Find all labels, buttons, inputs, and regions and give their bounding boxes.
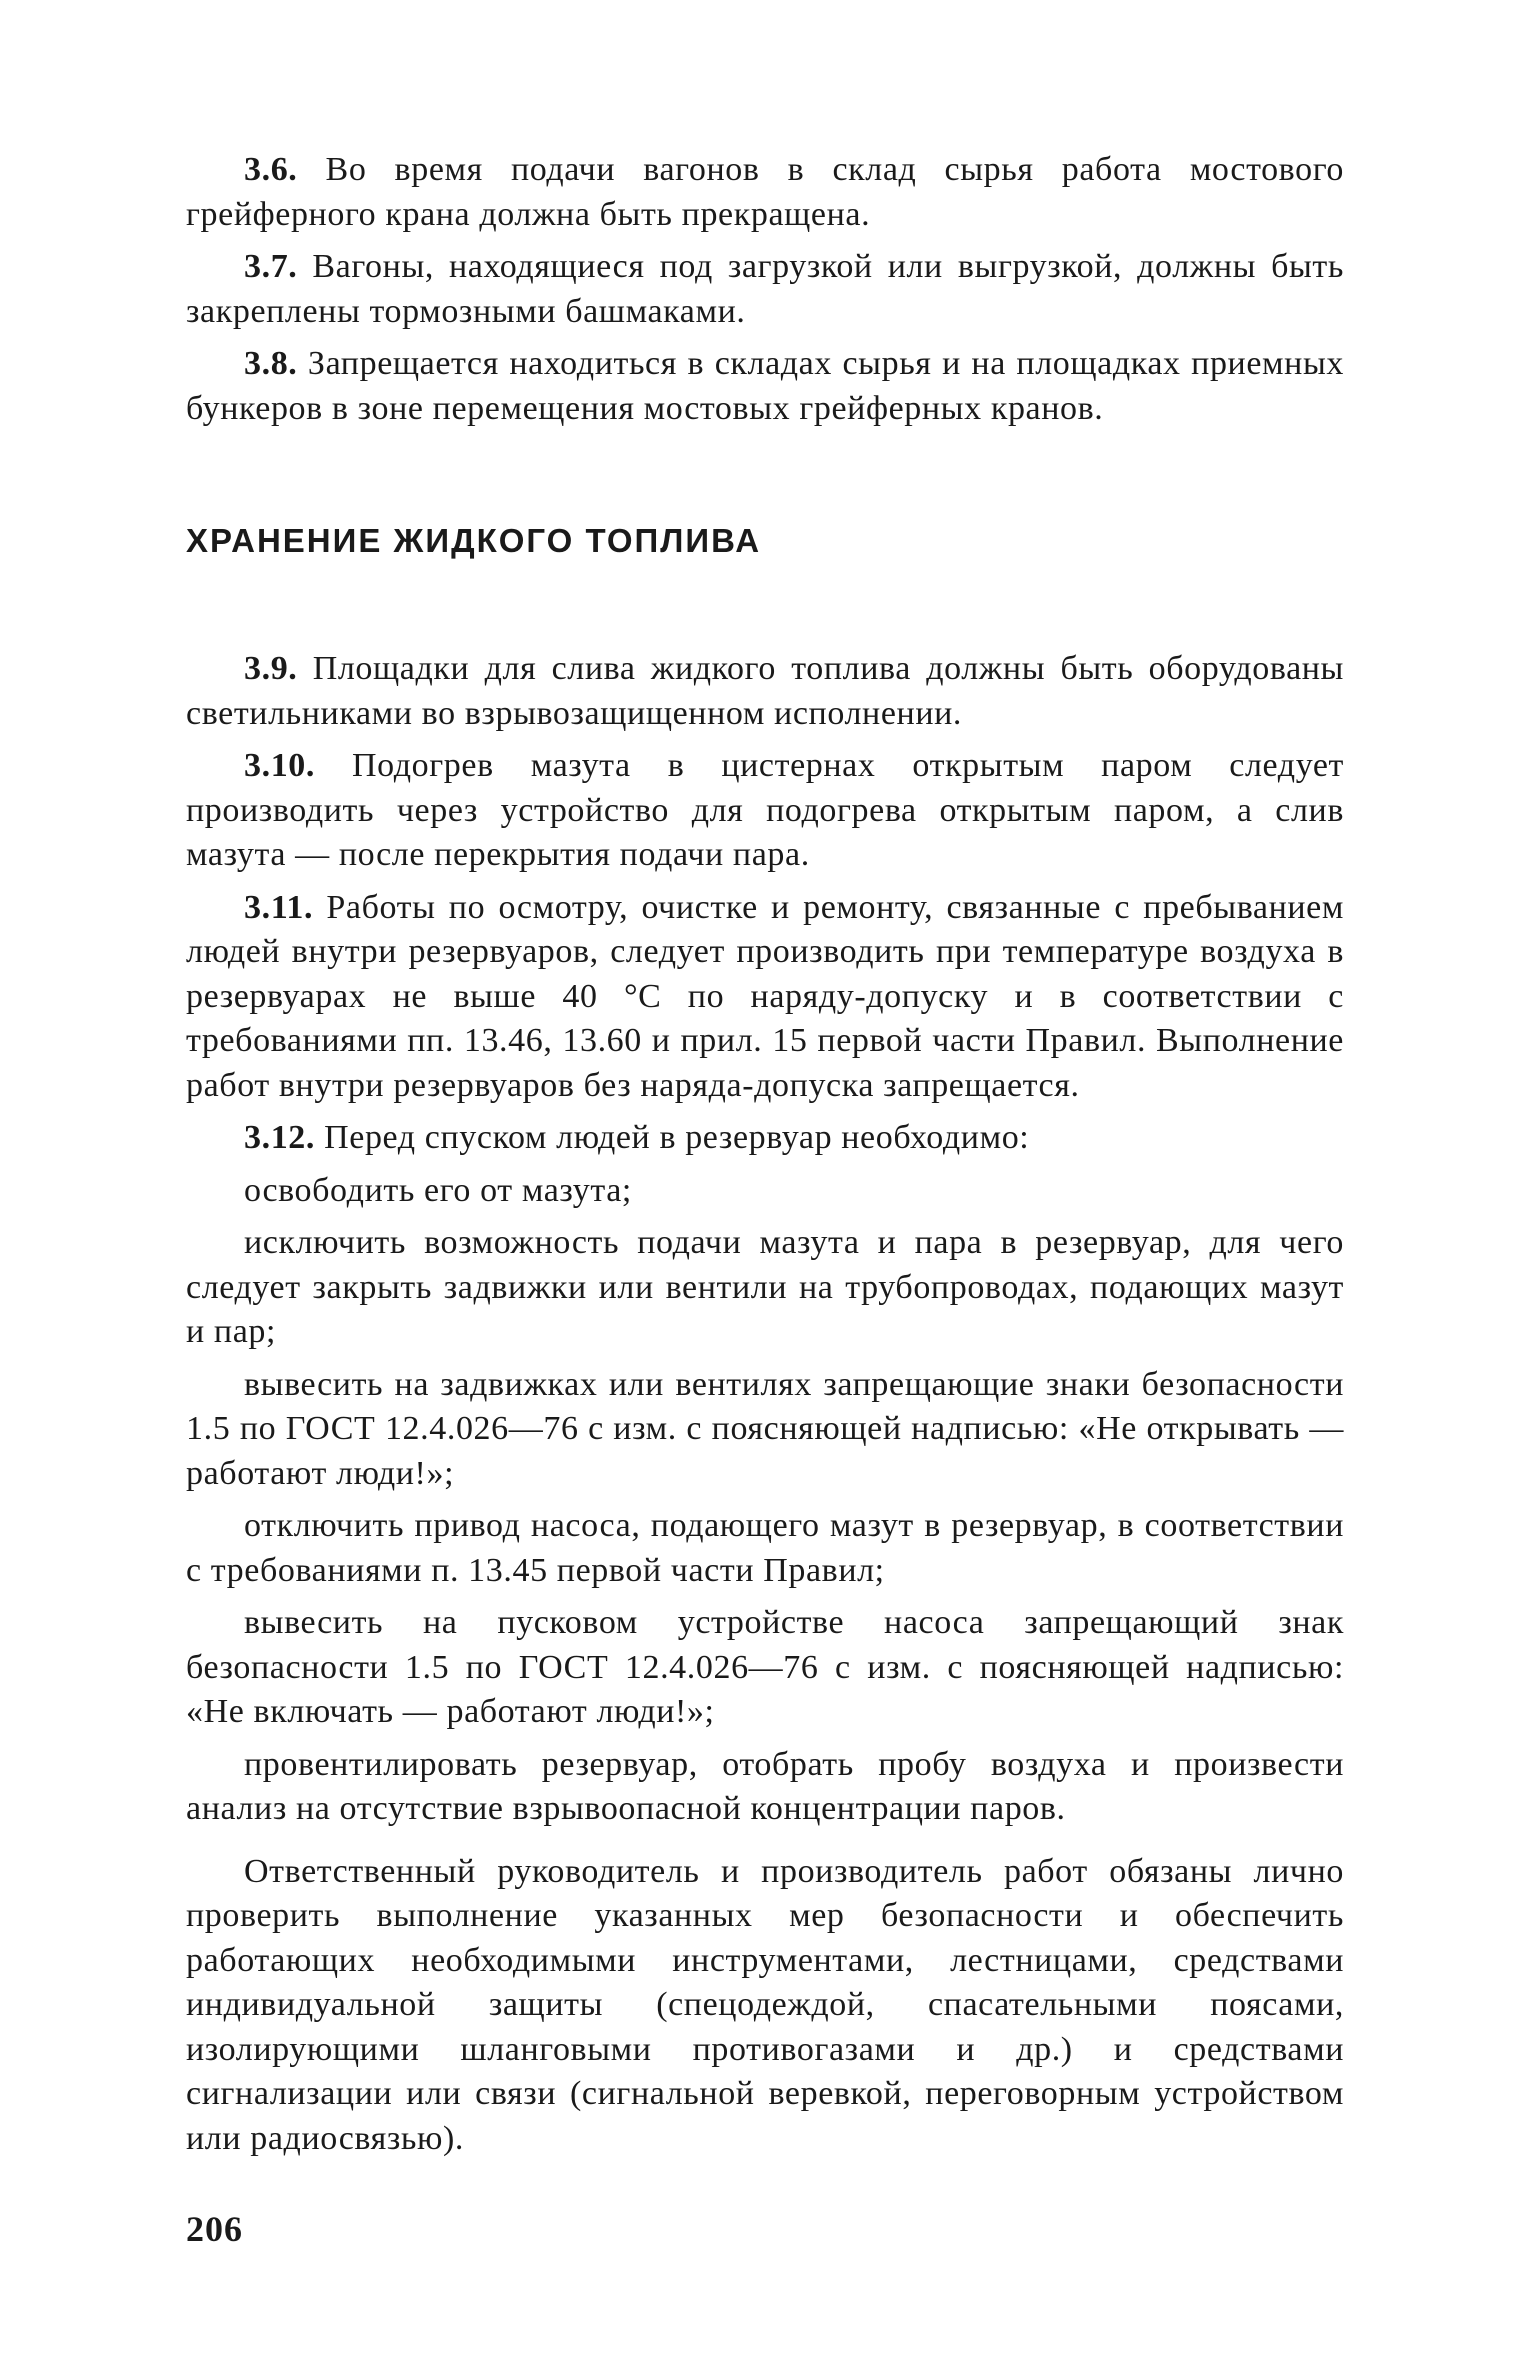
list-item: вывесить на пусковом устройстве насоса запрещающий знак безопасности 1.5 по ГОСТ 12.4.026—76 с изм. с поясняющей надписью: «Не включать — работают люди!»; bbox=[186, 1604, 1344, 1730]
clause-text: Запрещается находиться в складах сырья и на площадках приемных бункеров в зоне перемещения мостовых грейферных кранов. bbox=[186, 345, 1344, 427]
clause-text: Работы по осмотру, очистке и ремонту, связанные с пребыванием людей внутри резервуаров, следует производить при температуре воздуха в резервуарах не выше 40 °С по наряду-допуску и в соответствии с требованиями пп. 13.46, 13.60 и прил. 15 первой части Правил. Выполнение работ внутри резервуаров без наряда-допуска запрещается. bbox=[186, 888, 1344, 1104]
list-item: провентилировать резервуар, отобрать пробу воздуха и произвести анализ на отсутствие взрывоопасной концентрации паров. bbox=[186, 1745, 1344, 1827]
list-item: отключить привод насоса, подающего мазут в резервуар, в соответствии с требованиями п. 13.45 первой части Правил; bbox=[186, 1507, 1344, 1589]
paragraph-3-12 bbox=[186, 1116, 1344, 1161]
paragraph-3-6 bbox=[186, 148, 1344, 237]
clause-number: 3.12. bbox=[244, 1119, 315, 1156]
paragraph-3-11 bbox=[186, 886, 1344, 1109]
page-body bbox=[186, 148, 1344, 2161]
requirements-list bbox=[186, 1161, 1344, 1832]
clause-text: Перед спуском людей в резервуар необходимо: bbox=[315, 1119, 1030, 1156]
clause-number: 3.6. bbox=[244, 151, 298, 188]
page-number: 206 bbox=[186, 2209, 243, 2249]
clause-text: Подогрев мазута в цистернах открытым паром следует производить через устройство для подогрева открытым паром, а слив мазута — после перекрытия подачи пара. bbox=[186, 747, 1344, 873]
clause-text: Во время подачи вагонов в склад сырья работа мостового грейферного крана должна быть прекращена. bbox=[186, 151, 1344, 233]
list-item: исключить возможность подачи мазута и пара в резервуар, для чего следует закрыть задвижки или вентили на трубопроводах, подающих мазут и пар; bbox=[186, 1224, 1344, 1350]
clause-number: 3.9. bbox=[244, 650, 298, 687]
paragraph-3-9 bbox=[186, 647, 1344, 736]
clause-number: 3.10. bbox=[244, 747, 315, 784]
clause-number: 3.8. bbox=[244, 345, 298, 382]
paragraph-3-8 bbox=[186, 342, 1344, 431]
list-item: освободить его от мазута; bbox=[244, 1171, 632, 1209]
clause-number: 3.7. bbox=[244, 248, 298, 285]
paragraph-3-7 bbox=[186, 245, 1344, 334]
list-item: вывесить на задвижках или вентилях запрещающие знаки безопасности 1.5 по ГОСТ 12.4.026—76 с изм. с поясняющей надписью: «Не открывать — работают люди!»; bbox=[186, 1365, 1344, 1492]
section-heading: ХРАНЕНИЕ ЖИДКОГО ТОПЛИВА bbox=[186, 522, 762, 559]
paragraph-3-10 bbox=[186, 744, 1344, 878]
clause-number: 3.11. bbox=[244, 888, 314, 926]
closing-paragraph: Ответственный руководитель и производитель работ обязаны лично проверить выполнение указанных мер безопасности и обеспечить работающих необходимыми инструментами, лестницами, средствами индивидуальной защиты (спецодеждой, спасательными поясами, изолирующими шланговыми противогазами и др.) и средствами сигнализации или связи (сигнальной веревкой, переговорным устройством или радиосвязью). bbox=[186, 1852, 1344, 2157]
clause-text: Вагоны, находящиеся под загрузкой или выгрузкой, должны быть закреплены тормозными башмаками. bbox=[186, 248, 1344, 330]
clause-text: Площадки для слива жидкого топлива должны быть оборудованы светильниками во взрывозащищенном исполнении. bbox=[186, 650, 1344, 732]
